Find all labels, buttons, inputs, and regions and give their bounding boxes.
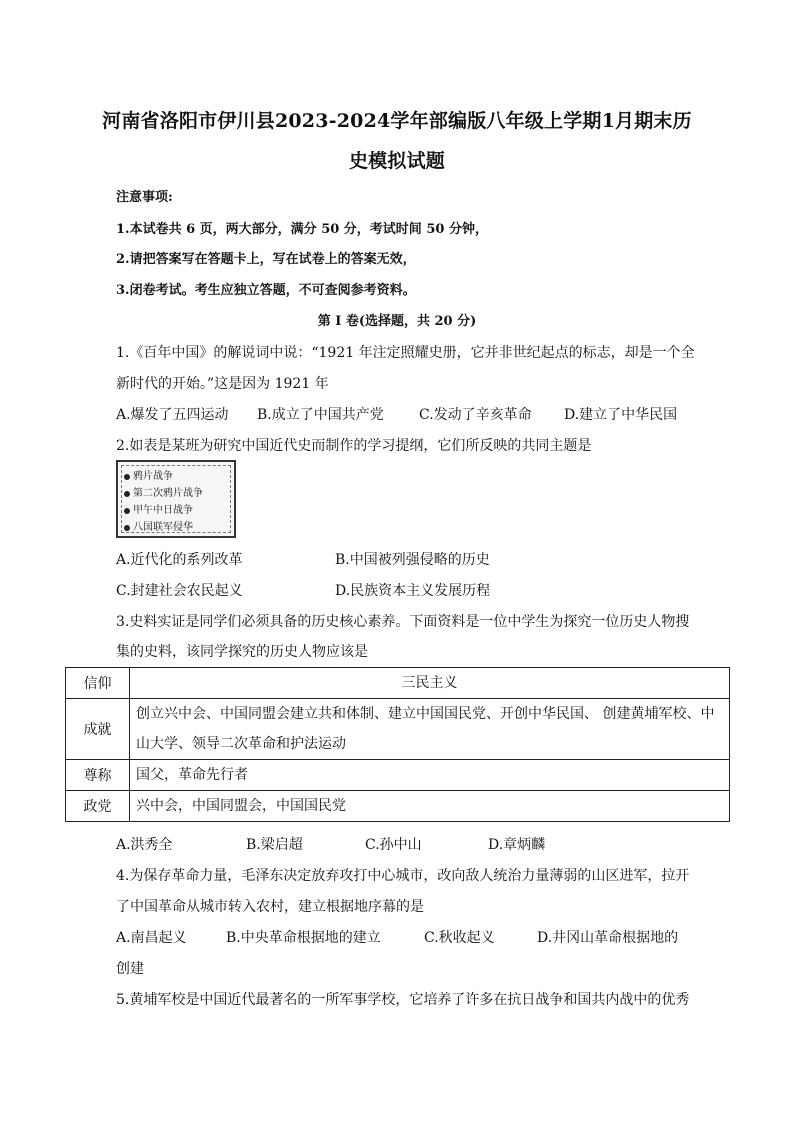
historical-figure-table bbox=[65, 667, 730, 822]
q2-option-b[interactable]: B.中国被列强侵略的历史 bbox=[335, 552, 490, 568]
q3-option-c[interactable]: C.孙中山 bbox=[365, 837, 422, 853]
section-heading: 第 I 卷(选择题，共 20 分) bbox=[317, 314, 477, 329]
q1-stem-line1: 1.《百年中国》的解说词中说：“1921 年注定照耀史册，它并非世纪起点的标志，却是一个全 bbox=[116, 345, 695, 361]
bullet-icon bbox=[124, 508, 130, 514]
q5-stem-line1: 5.黄埔军校是中国近代最著名的一所军事学校，它培养了许多在抗日战争和国共内战中的优秀 bbox=[116, 992, 690, 1008]
notice-heading: 注意事项: bbox=[116, 190, 173, 205]
table-value: 国父，革命先行者 bbox=[130, 760, 730, 791]
bullet-icon bbox=[124, 525, 130, 531]
table-value: 创立兴中会、中国同盟会建立共和体制、建立中国国民党、开创中华民国、 创建黄埔军校、中山大学、领导二次革命和护法运动 bbox=[130, 699, 730, 760]
q1-option-d[interactable]: D.建立了中华民国 bbox=[564, 407, 678, 423]
q4-option-c[interactable]: C.秋收起义 bbox=[424, 930, 495, 946]
table-key: 成就 bbox=[66, 699, 130, 760]
q3-option-a[interactable]: A.洪秀全 bbox=[116, 837, 173, 853]
q2-option-c[interactable]: C.封建社会农民起义 bbox=[116, 583, 243, 599]
outline-item: 第二次鸦片战争 bbox=[124, 484, 203, 499]
table-row bbox=[66, 699, 730, 760]
notice-item-2: 2.请把答案写在答题卡上，写在试卷上的答案无效， bbox=[116, 252, 416, 267]
table-row bbox=[66, 760, 730, 791]
notice-item-1: 1.本试卷共 6 页，两大部分，满分 50 分，考试时间 50 分钟， bbox=[116, 222, 488, 237]
outline-item: 甲午中日战争 bbox=[124, 501, 193, 516]
outline-item: 八国联军侵华 bbox=[124, 518, 193, 533]
q4-option-b[interactable]: B.中央革命根据地的建立 bbox=[226, 930, 381, 946]
q1-option-a[interactable]: A.爆发了五四运动 bbox=[116, 407, 229, 423]
q1-option-b[interactable]: B.成立了中国共产党 bbox=[257, 407, 384, 423]
q2-option-a[interactable]: A.近代化的系列改革 bbox=[116, 552, 243, 568]
q2-stem-line1: 2.如表是某班为研究中国近代史而制作的学习提纲，它们所反映的共同主题是 bbox=[116, 438, 592, 454]
q3-option-b[interactable]: B.梁启超 bbox=[246, 837, 303, 853]
q2-option-d[interactable]: D.民族资本主义发展历程 bbox=[335, 583, 491, 599]
bullet-icon bbox=[124, 491, 130, 497]
q4-option-a[interactable]: A.南昌起义 bbox=[116, 930, 187, 946]
table-key: 政党 bbox=[66, 791, 130, 822]
exam-title-line1: 河南省洛阳市伊川县2023-2024学年部编版八年级上学期1月期末历 bbox=[102, 110, 692, 132]
study-outline-box bbox=[116, 460, 236, 538]
q1-option-c[interactable]: C.发动了辛亥革命 bbox=[419, 407, 532, 423]
exam-title-line2: 史模拟试题 bbox=[348, 150, 445, 172]
q4-stem-line1: 4.为保存革命力量，毛泽东决定放弃攻打中心城市，改向敌人统治力量薄弱的山区进军，拉开 bbox=[116, 868, 690, 884]
table-key: 尊称 bbox=[66, 760, 130, 791]
table-key: 信仰 bbox=[66, 668, 130, 699]
q4-option-d-wrap: 创建 bbox=[116, 961, 144, 977]
outline-item: 鸦片战争 bbox=[124, 467, 173, 482]
q4-option-d[interactable]: D.井冈山革命根据地的 bbox=[537, 930, 679, 946]
q1-stem-line2: 新时代的开始。”这是因为 1921 年 bbox=[116, 376, 329, 392]
q3-stem-line1: 3.史料实证是同学们必须具备的历史核心素养。下面资料是一位中学生为探究一位历史人物搜 bbox=[116, 614, 690, 630]
table-row bbox=[66, 668, 730, 699]
q3-stem-line2: 集的史料，该同学探究的历史人物应该是 bbox=[116, 644, 368, 660]
table-value: 三民主义 bbox=[130, 668, 730, 699]
bullet-icon bbox=[124, 474, 130, 480]
table-value: 兴中会，中国同盟会，中国国民党 bbox=[130, 791, 730, 822]
table-row bbox=[66, 791, 730, 822]
q4-stem-line2: 了中国革命从城市转入农村，建立根据地序幕的是 bbox=[116, 899, 424, 915]
notice-item-3: 3.闭卷考试。考生应独立答题，不可查阅参考资料。 bbox=[116, 283, 416, 298]
q3-option-d[interactable]: D.章炳麟 bbox=[488, 837, 546, 853]
